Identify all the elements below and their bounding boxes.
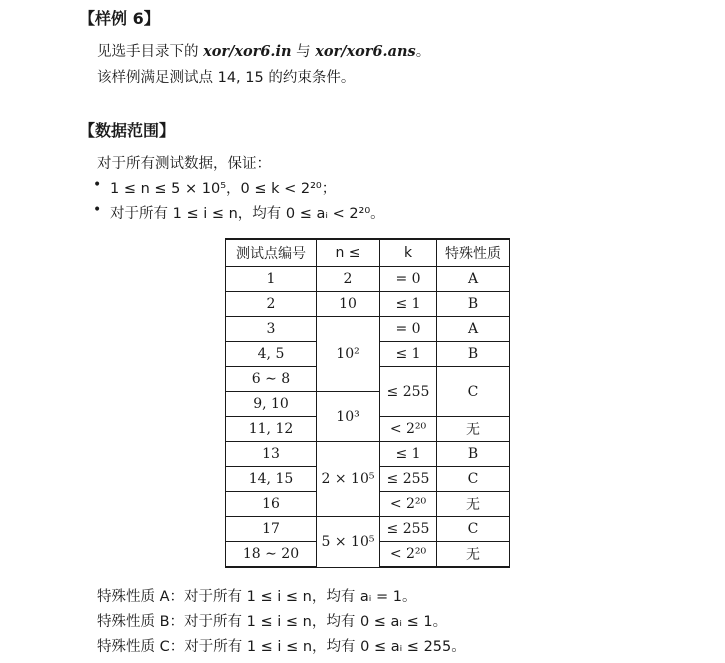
k-cell: ≤ 255: [380, 517, 437, 542]
table-row: [226, 292, 510, 317]
property-cell: C: [437, 367, 510, 417]
property-cell: B: [437, 292, 510, 317]
header-property: 特殊性质: [437, 239, 510, 267]
sample-title: 【样例 6】: [79, 9, 160, 28]
k-cell: ≤ 255: [380, 467, 437, 492]
range-intro: 对于所有测试数据，保证：: [97, 156, 271, 172]
test-id-cell: 17: [226, 517, 317, 542]
table-row: [226, 442, 510, 467]
test-id-cell: 11, 12: [226, 417, 317, 442]
test-id-cell: 13: [226, 442, 317, 467]
n-cell: 10: [317, 292, 380, 317]
n-cell: 2 × 10⁵: [317, 442, 380, 517]
table-row: [226, 317, 510, 342]
property-a: 特殊性质 A：对于所有 1 ≤ i ≤ n，均有 aᵢ = 1。: [97, 589, 417, 605]
n-cell: 2: [317, 267, 380, 292]
sample-line1-mid: 与: [291, 44, 316, 60]
property-cell: A: [437, 317, 510, 342]
table-row: [226, 267, 510, 292]
k-cell: ≤ 1: [380, 292, 437, 317]
test-id-cell: 14, 15: [226, 467, 317, 492]
test-id-cell: 6 ∼ 8: [226, 367, 317, 392]
test-id-cell: 4, 5: [226, 342, 317, 367]
bullet-dot: •: [93, 177, 102, 193]
k-cell: = 0: [380, 317, 437, 342]
n-cell: 10³: [317, 392, 380, 442]
test-id-cell: 3: [226, 317, 317, 342]
range-bullet-1: 1 ≤ n ≤ 5 × 10⁵，0 ≤ k < 2²⁰；: [110, 181, 337, 197]
header-k: k: [380, 239, 437, 267]
k-cell: ≤ 255: [380, 367, 437, 417]
property-cell: C: [437, 467, 510, 492]
property-b: 特殊性质 B：对于所有 1 ≤ i ≤ n，均有 0 ≤ aᵢ ≤ 1。: [97, 614, 448, 630]
property-cell: C: [437, 517, 510, 542]
file-ans: xor/xor6.ans: [315, 43, 416, 60]
property-cell: 无: [437, 492, 510, 517]
n-cell: 5 × 10⁵: [317, 517, 380, 568]
property-cell: B: [437, 442, 510, 467]
test-id-cell: 18 ∼ 20: [226, 542, 317, 568]
file-in: xor/xor6.in: [203, 43, 292, 60]
test-id-cell: 2: [226, 292, 317, 317]
table-row: [226, 517, 510, 542]
sample-constraint-line: 该样例满足测试点 14, 15 的约束条件。: [97, 70, 356, 86]
header-test-id: 测试点编号: [226, 239, 317, 267]
test-id-cell: 9, 10: [226, 392, 317, 417]
property-cell: B: [437, 342, 510, 367]
k-cell: < 2²⁰: [380, 417, 437, 442]
property-cell: A: [437, 267, 510, 292]
k-cell: < 2²⁰: [380, 542, 437, 568]
k-cell: = 0: [380, 267, 437, 292]
test-id-cell: 1: [226, 267, 317, 292]
bullet-dot: •: [93, 202, 102, 218]
k-cell: ≤ 1: [380, 342, 437, 367]
sample-line1-suffix: 。: [415, 44, 431, 60]
sample-line1-prefix: 见选手目录下的: [97, 44, 204, 60]
k-cell: ≤ 1: [380, 442, 437, 467]
test-id-cell: 16: [226, 492, 317, 517]
n-cell: 10²: [317, 317, 380, 392]
range-title: 【数据范围】: [79, 121, 176, 140]
sample-file-line: [97, 40, 430, 61]
property-c: 特殊性质 C：对于所有 1 ≤ i ≤ n，均有 0 ≤ aᵢ ≤ 255。: [97, 639, 466, 655]
constraint-table: [225, 238, 510, 568]
k-cell: < 2²⁰: [380, 492, 437, 517]
property-cell: 无: [437, 417, 510, 442]
header-n: n ≤: [317, 239, 380, 267]
range-bullet-2: 对于所有 1 ≤ i ≤ n，均有 0 ≤ aᵢ < 2²⁰。: [110, 206, 385, 222]
table-header-row: [226, 239, 510, 267]
property-cell: 无: [437, 542, 510, 568]
